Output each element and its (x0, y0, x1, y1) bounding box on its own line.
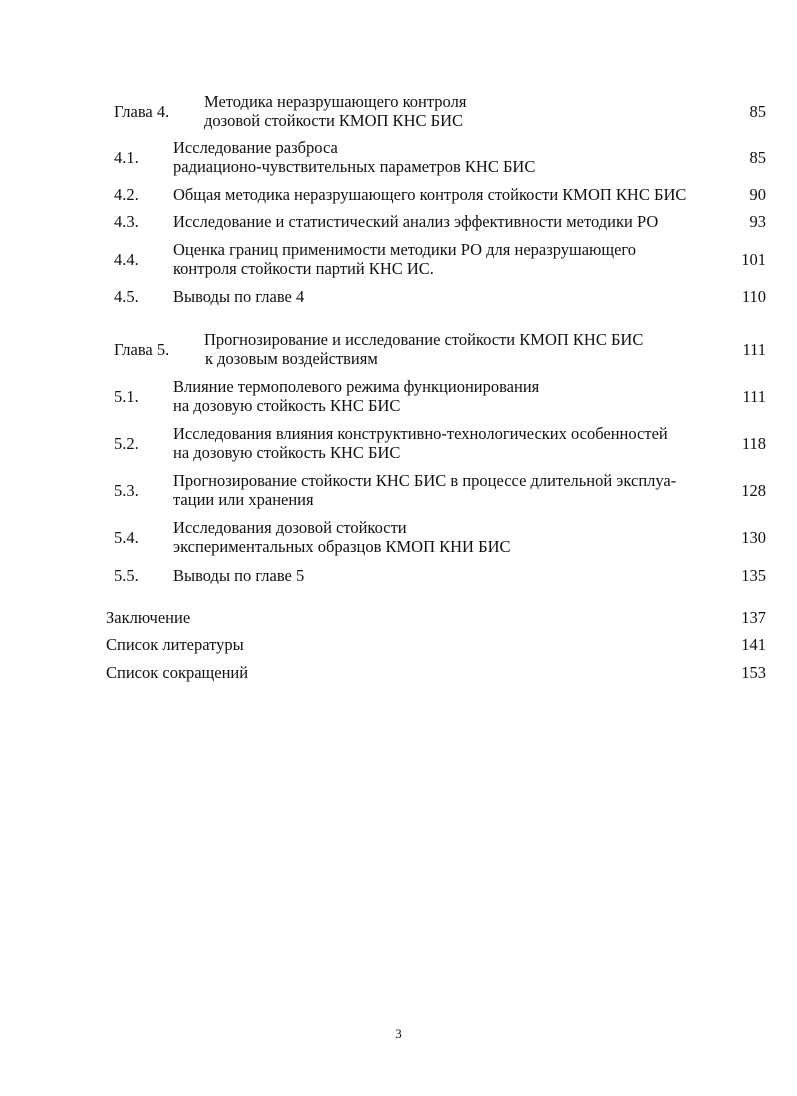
section-number: 5.5. (114, 566, 139, 585)
section-title (173, 240, 636, 278)
section-title-line: Оценка границ применимости методики РО для неразрушающего (173, 240, 637, 259)
section-title (173, 518, 511, 556)
page-number: 118 (741, 434, 766, 453)
page-number: 130 (741, 528, 766, 547)
chapter-label: Глава 4. (114, 102, 170, 121)
section-title: Выводы по главе 5 (173, 566, 305, 585)
footer-page-number: 3 (395, 1026, 402, 1041)
section-title (173, 424, 668, 462)
section-title-line: контроля стойкости партий КНС ИС. (173, 259, 434, 278)
section-title (173, 471, 676, 509)
chapter-title-line: Методика неразрушающего контроля (204, 92, 467, 111)
section-title (173, 377, 539, 415)
section-number: 4.2. (114, 185, 139, 204)
page-number: 137 (741, 608, 766, 627)
page-number: 101 (741, 250, 766, 269)
page-number: 85 (749, 102, 766, 121)
section-number: 5.1. (114, 387, 139, 406)
section-title-line: Исследования дозовой стойкости (173, 518, 407, 537)
section-number: 4.5. (114, 287, 139, 306)
page-number: 90 (749, 185, 766, 204)
section-title-line: Исследование разброса (173, 138, 338, 157)
section-title-line: Прогнозирование стойкости КНС БИС в процессе длительной эксплуа- (173, 471, 677, 490)
page-number: 111 (742, 387, 766, 406)
section-title-line: тации или хранения (173, 490, 314, 509)
section-title-line: Влияние термополевого режима функционирования (173, 377, 540, 396)
page-number: 128 (741, 481, 766, 500)
page-number: 153 (741, 663, 766, 682)
section-title: Исследование и статистический анализ эффективности методики РО (173, 212, 659, 231)
section-number: 5.4. (114, 528, 139, 547)
section-title-line: Исследования влияния конструктивно-технологических особенностей (173, 424, 668, 443)
section-number: 5.2. (114, 434, 139, 453)
section-number: 4.1. (114, 148, 139, 167)
abbreviations-title: Список сокращений (106, 663, 249, 682)
page-number: 111 (742, 340, 766, 359)
section-number: 5.3. (114, 481, 139, 500)
chapter-title (204, 92, 466, 130)
section-title-line: на дозовую стойкость КНС БИС (173, 396, 401, 415)
section-number: 4.3. (114, 212, 139, 231)
section-title-line: радиационо-чувствительных параметров КНС БИС (173, 157, 536, 176)
page-number: 135 (741, 566, 766, 585)
chapter-title (204, 330, 643, 368)
page-number: 93 (749, 212, 766, 231)
section-title: Выводы по главе 4 (173, 287, 305, 306)
chapter-title-line: к дозовым воздействиям (205, 349, 378, 368)
section-title: Общая методика неразрушающего контроля стойкости КМОП КНС БИС (173, 185, 687, 204)
page-number: 110 (741, 287, 766, 306)
chapter-title-line: Прогнозирование и исследование стойкости КМОП КНС БИС (204, 330, 644, 349)
section-number: 4.4. (114, 250, 139, 269)
page-number: 85 (749, 148, 766, 167)
section-title (173, 138, 535, 176)
references-title: Список литературы (106, 635, 244, 654)
chapter-title-line: дозовой стойкости КМОП КНС БИС (204, 111, 464, 130)
page-number: 141 (741, 635, 766, 654)
chapter-label: Глава 5. (114, 340, 170, 359)
section-title-line: экспериментальных образцов КМОП КНИ БИС (173, 537, 511, 556)
section-title-line: на дозовую стойкость КНС БИС (173, 443, 401, 462)
conclusion-title: Заключение (106, 608, 191, 627)
